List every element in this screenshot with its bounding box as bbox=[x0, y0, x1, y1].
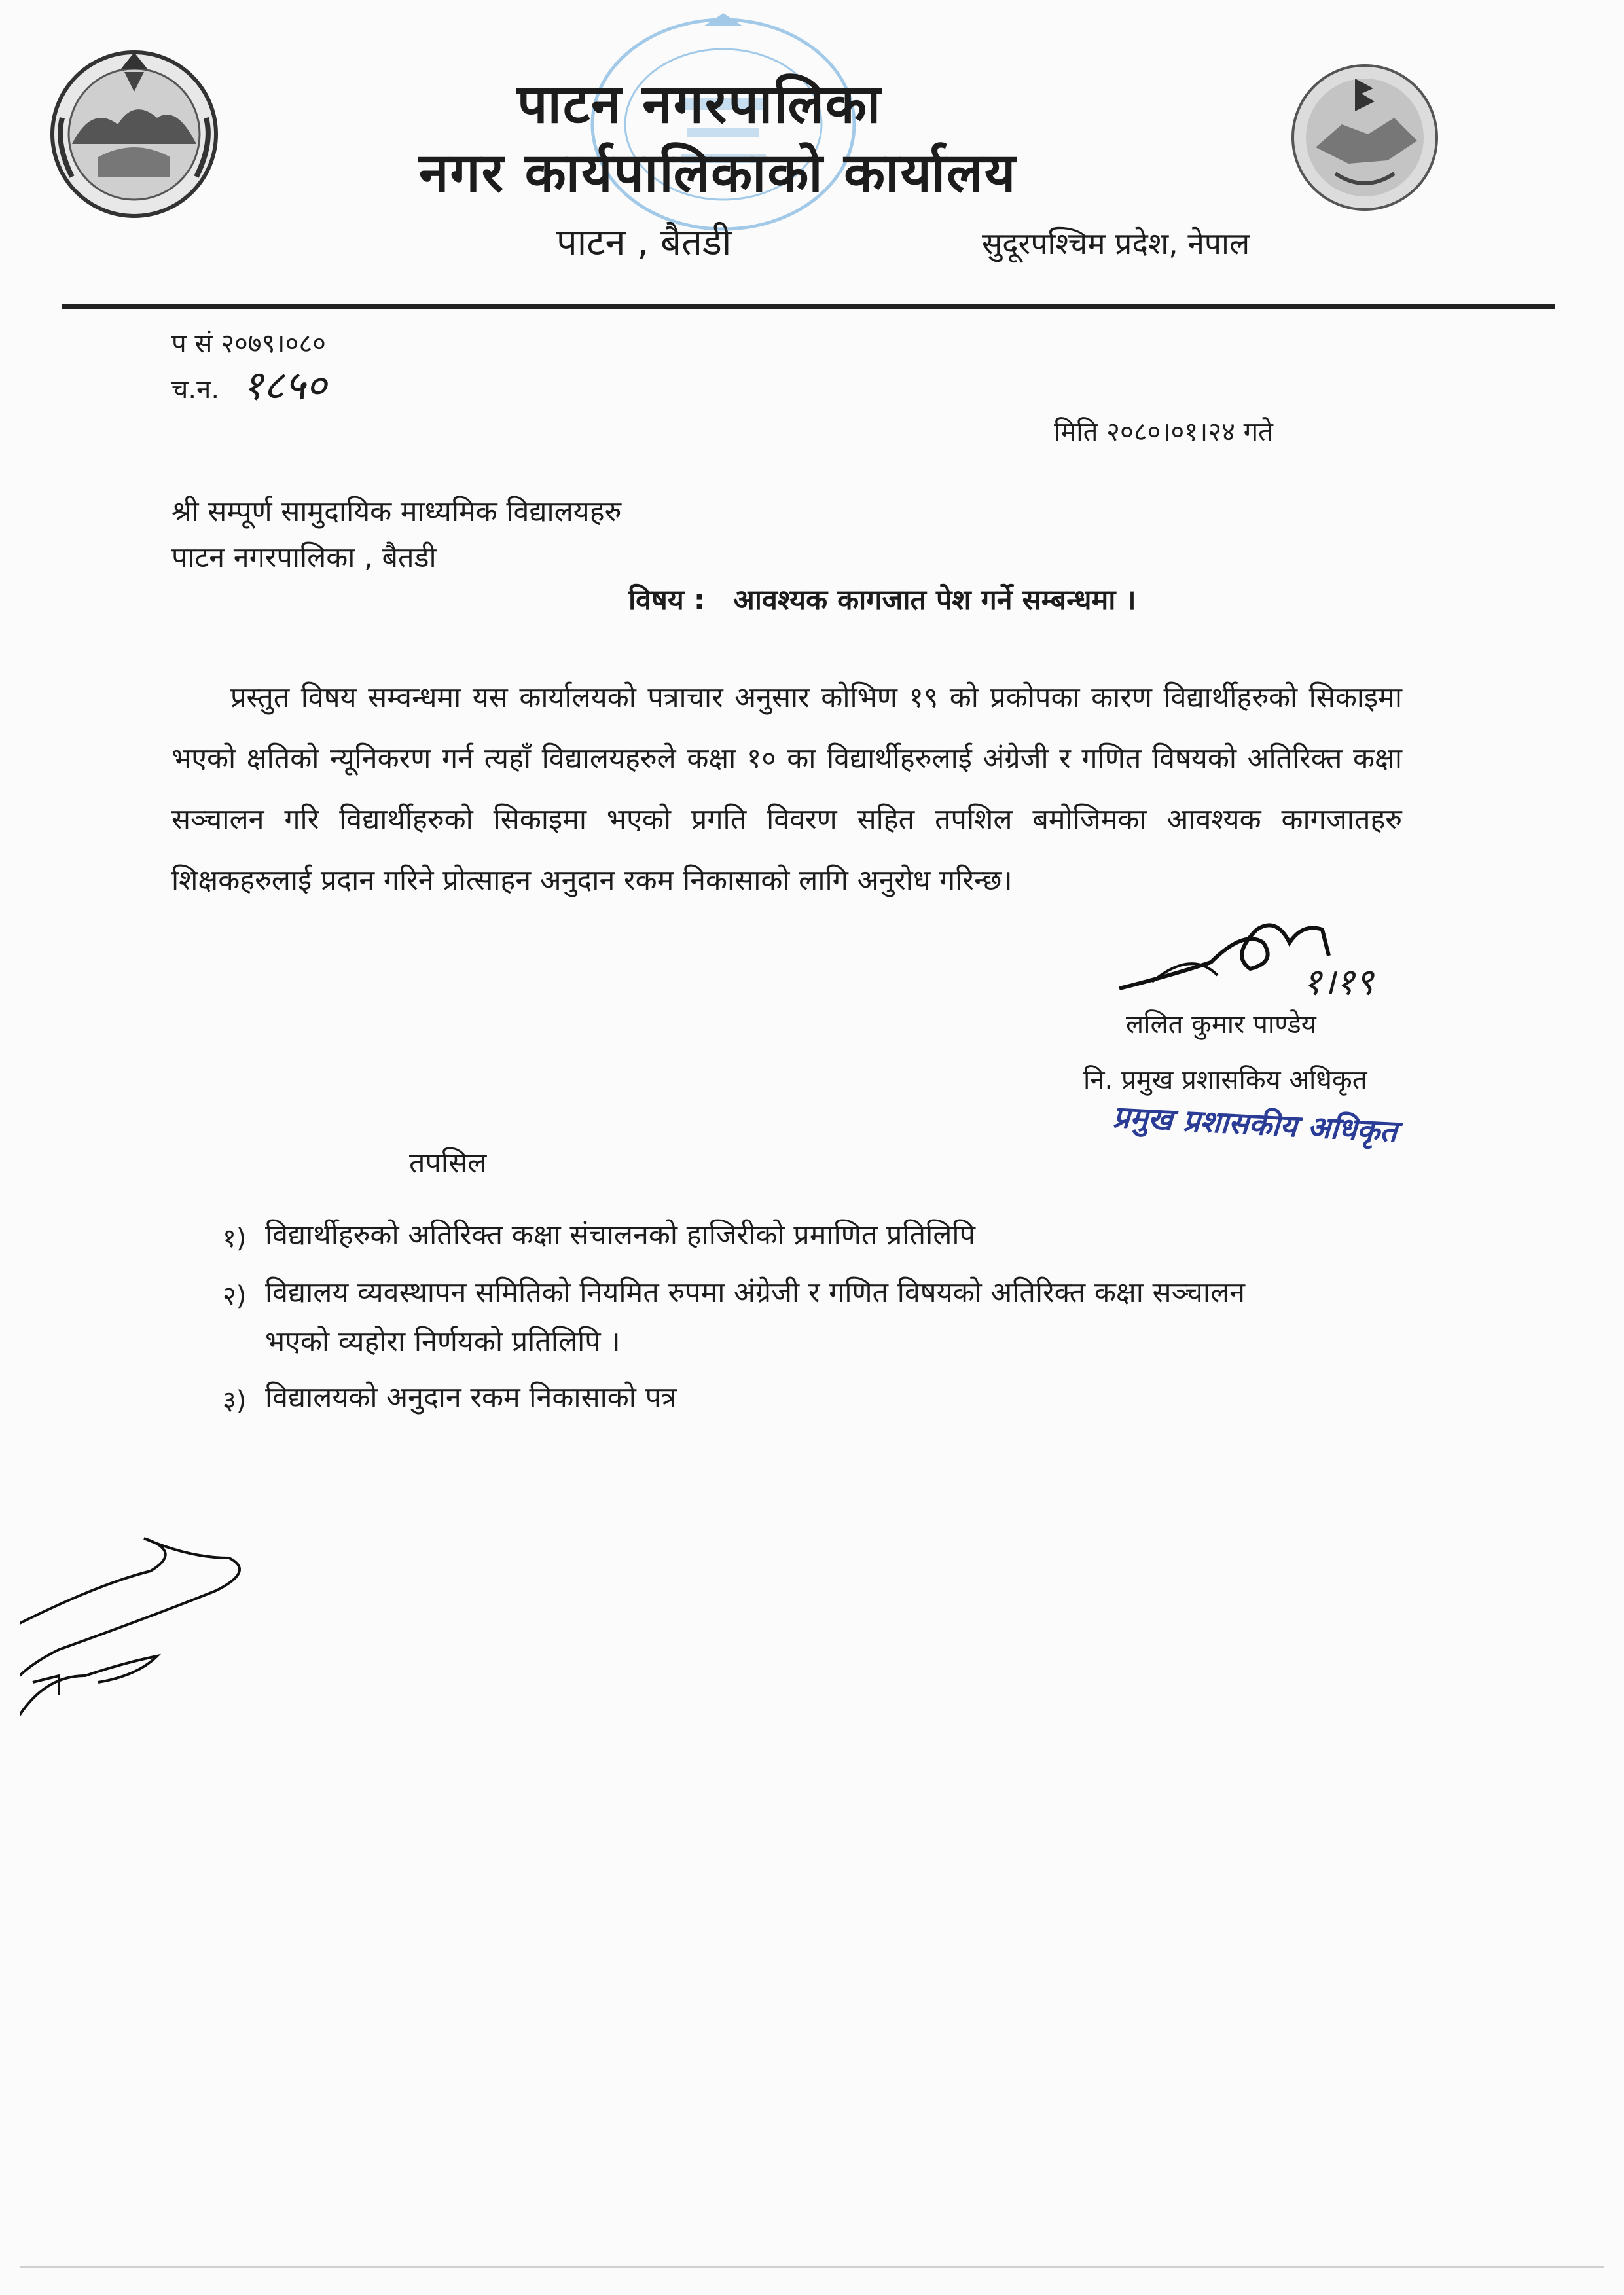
addressee-line-1: श्री सम्पूर्ण सामुदायिक माध्यमिक विद्यालयहरु bbox=[171, 496, 622, 528]
enclosure-item-number: ३) bbox=[223, 1386, 247, 1416]
province-label: सुदूरपश्चिम प्रदेश, नेपाल bbox=[982, 226, 1250, 261]
letter-number: प सं २०७९।०८० bbox=[171, 329, 326, 359]
designation-stamp: प्रमुख प्रशासकीय अधिकृत bbox=[1111, 1098, 1398, 1149]
enclosure-item: विद्यालय व्यवस्थापन समितिको नियमित रुपमा अंग्रेजी र गणित विषयको अतिरिक्त कक्षा सञ्चालन bbox=[265, 1276, 1245, 1309]
signatory-designation: नि. प्रमुख प्रशासकिय अधिकृत bbox=[1083, 1065, 1367, 1095]
enclosure-item-number: १) bbox=[223, 1223, 247, 1254]
enclosure-heading: तपसिल bbox=[409, 1147, 487, 1180]
subject-label: विषय : bbox=[628, 584, 706, 617]
office-title: पाटन नगरपालिका bbox=[517, 73, 882, 136]
nepal-map-emblem-icon bbox=[1290, 62, 1440, 213]
nepal-government-emblem-icon bbox=[46, 46, 223, 223]
signatory-name: ललित कुमार पाण्डेय bbox=[1126, 1009, 1316, 1039]
enclosure-item: विद्यालयको अनुदान रकम निकासाको पत्र bbox=[265, 1381, 677, 1414]
enclosure-item: विद्यार्थीहरुको अतिरिक्त कक्षा संचालनको हाजिरीको प्रमाणित प्रतिलिपि bbox=[265, 1219, 975, 1252]
dispatch-number: १८५० bbox=[242, 361, 327, 409]
header-divider bbox=[62, 304, 1555, 309]
letter-date: मिति २०८०।०१।२४ गते bbox=[1054, 417, 1273, 447]
office-location: पाटन , बैतडी bbox=[556, 221, 732, 264]
signature-date: १।१९ bbox=[1303, 961, 1374, 1003]
page-bottom-edge bbox=[20, 2266, 1604, 2268]
enclosure-item-number: २) bbox=[223, 1281, 247, 1311]
addressee-line-2: पाटन नगरपालिका , बैतडी bbox=[171, 541, 437, 574]
handwritten-initial-icon bbox=[20, 1525, 262, 1722]
dispatch-label: च.न. bbox=[171, 374, 220, 405]
body-paragraph: प्रस्तुत विषय सम्वन्धमा यस कार्यालयको पत्राचार अनुसार कोभिण १९ को प्रकोपका कारण विद्यार्थीहरुको सिकाइमा भएको क्षतिको न्यूनिकरण गर्न त्यहाँ विद्यालयहरुले कक्षा १० का विद्यार्थीहरुलाई अंग्रेजी र गणित विषयको अतिरिक्त कक्षा सञ्चालन गरि विद्यार्थीहरुको सिकाइमा भएको प्रगति विवरण सहित तपशिल बमोजिमका आवश्यक कागजातहरु शिक्षकहरुलाई प्रदान गरिने प्रोत्साहन अनुदान रकम निकासाको लागि अनुरोध गरिन्छ। bbox=[171, 681, 1402, 897]
office-subtitle: नगर कार्यपालिकाको कार्यालय bbox=[419, 142, 1017, 204]
subject-text: आवश्यक कागजात पेश गर्ने सम्बन्धमा । bbox=[733, 584, 1136, 617]
enclosure-item-continuation: भएको व्यहोरा निर्णयको प्रतिलिपि । bbox=[265, 1326, 621, 1358]
